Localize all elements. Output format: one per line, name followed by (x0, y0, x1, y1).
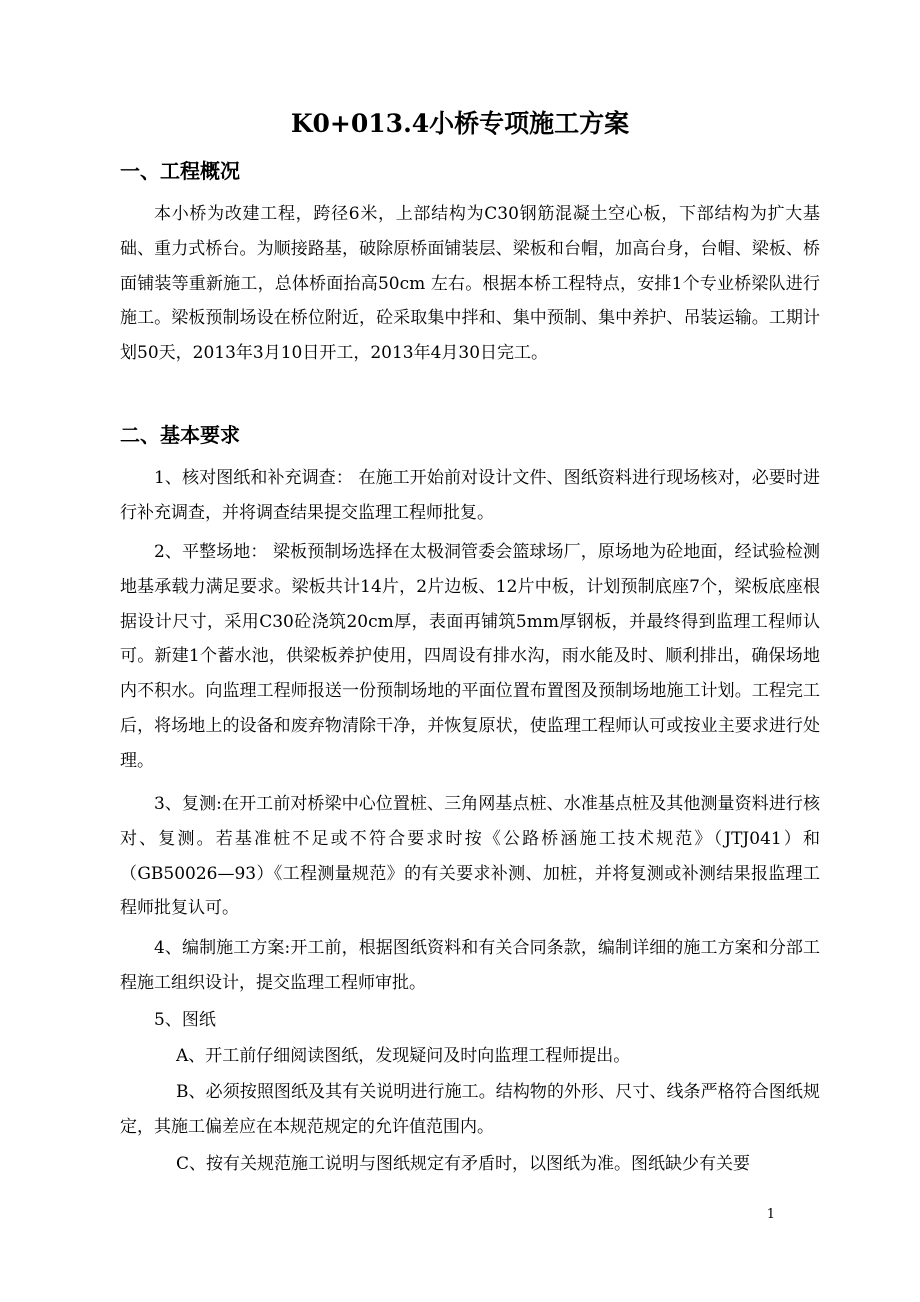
sub-item-b: B、必须按照图纸及其有关说明进行施工。结构物的外形、尺寸、线条严格符合图纸规定，其施工偏差应在本规范规定的允许值范围内。 (120, 1082, 820, 1137)
section-heading-requirements: 二、基本要求 (120, 423, 240, 447)
document-title: K0+013.4小桥专项施工方案 (290, 109, 630, 138)
paragraph-req-2: 2、平整场地： 梁板预制场选择在太极洞管委会篮球场厂，原场地为砼地面，经试验检测地基承载力满足要求。梁板共计14片，2片边板、12片中板，计划预制底座7个，梁板底座根据设计尺寸，采用C30砼浇筑20cm厚，表面再铺筑5mm厚钢板，并最终得到监理工程师认可。新建1个蓄水池，供梁板养护使用，四周设有排水沟，雨水能及时、顺利排出，确保场地内不积水。向监理工程师报送一份预制场地的平面位置布置图及预制场地施工计划。工程完工后，将场地上的设备和废弃物清除干净，并恢复原状，使监理工程师认可或按业主要求进行处理。 (120, 542, 820, 771)
paragraph-overview: 本小桥为改建工程，跨径6米，上部结构为C30钢筋混凝土空心板，下部结构为扩大基础、重力式桥台。为顺接路基，破除原桥面铺装层、梁板和台帽，加高台身，台帽、梁板、桥面铺装等重新施工，总体桥面抬高50cm 左右。根据本桥工程特点，安排1个专业桥梁队进行施工。梁板预制场设在桥位附近，砼采取集中拌和、集中预制、集中养护、吊装运输。工期计划50天，2013年3月10日开工，2013年4月30日完工。 (120, 204, 820, 364)
page-number: 1 (766, 1207, 775, 1222)
sub-item-c: C、按有关规范施工说明与图纸规定有矛盾时，以图纸为准。图纸缺少有关要 (176, 1154, 751, 1174)
section-heading-overview: 一、工程概况 (120, 159, 240, 183)
sub-item-a: A、开工前仔细阅读图纸，发现疑问及时向监理工程师提出。 (176, 1046, 631, 1066)
paragraph-req-3: 3、复测:在开工前对桥梁中心位置桩、三角网基点桩、水准基点桩及其他测量资料进行核对、复测。若基准桩不足或不符合要求时按《公路桥涵施工技术规范》（JTJ041）和（GB50026—93）《工程测量规范》的有关要求补测、加桩，并将复测或补测结果报监理工程师批复认可。 (120, 794, 820, 919)
paragraph-req-4: 4、编制施工方案:开工前，根据图纸资料和有关合同条款，编制详细的施工方案和分部工程施工组织设计，提交监理工程师审批。 (120, 938, 820, 993)
paragraph-req-1: 1、核对图纸和补充调查： 在施工开始前对设计文件、图纸资料进行现场核对，必要时进行补充调查，并将调查结果提交监理工程师批复。 (120, 468, 820, 523)
paragraph-req-5: 5、图纸 (154, 1010, 216, 1030)
